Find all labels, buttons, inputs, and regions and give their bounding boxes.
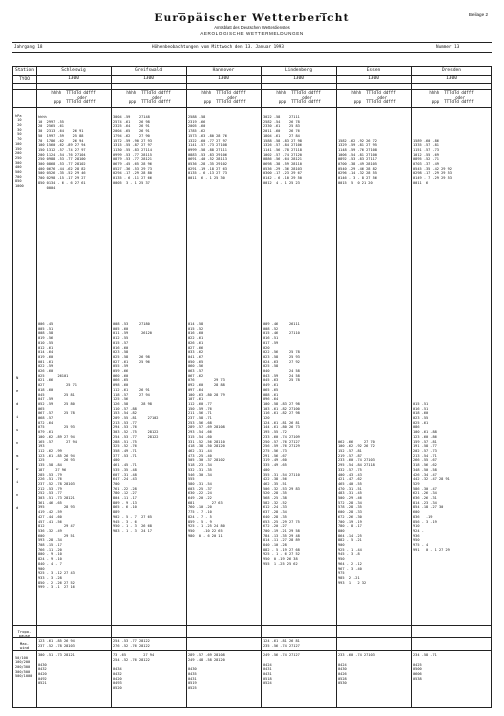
station-standard-levels: 3022 -58 27111 2582 -54 26 78 2330 -61 25 83 2011 -60 26 76 1804 -61 27 84 1588 -58 -83 27 98 1326 -57 -84 27106 1141 -56 -78 27118 1002 -57 -74 27120 0886 -56 -64 28121 0698 -38 -59 28110 0536 -29 -36 28103 0300 -17 -23 29 67 0142 - 6 -10 29 50 0012 4 - 1 25 23 [263,115,302,185]
station-standard-levels: 1582 -62 -92 26 72 1329 -59 -81 27 95 1148 -59 -76 27108 1006 -54 -81 27100 0892 -53 -83 27117 0700 -38 -49 28105 0540 -29 -46 28 82 0296 -14 -32 28 55 0146 - 3 - 8 27 56 0015 5 0 21 20 [338,138,377,185]
station-significant-levels: 009 -46 26111 008 -52 015 -46 27110 016 -51 017 -59 020 022 -56 25 78 023 -58 25 93 024 -63 27 92 025 -58 040 24 58 043 -59 24 58 045 -63 25 78 049 -61 065 -65 088 -61 096 -64 100 -58 -83 27 98 103 -61 -82 27100 116 -61 -82 27 98 120 124 -61 -81 26 81 144 -61 -80 26 73 195 -55 -72 233 -60 -74 27109 250 -57 -76 27127 256 -59 -76 27129 275 -56 -73 291 -56 -67 319 -49 -60 335 -49 -65 400 355 -31 -54 27110 422 -38 -56 462 -35 -51 506 -32 -53 29 83 520 -28 -35 568 -25 -38 582 -32 -52 612 -24 -33 637 -28 -34 640 -28 -35 653 -25 -29 27 75 672 -20 -27 700 -19 -21 29 58 784 -13 -35 29 48 814 -11 -27 28 89 840 -10 -28 882 - 5 -19 27 68 925 - 1 - 6 27 52 950 0 -19 26 38 955 1 -25 25 62 [263,322,300,566]
standard-levels: hPa 10 20 30 50 70 100 150 200 250 300 400 500 700 850 1000 [15,113,24,189]
obs-time: 1300 [293,76,304,81]
station-standard-levels: 3004 -59 27148 2574 -61 26 98 2325 -64 26 91 2004 -65 26 91 1794 -62 27 90 1572 -59 -90 27 93 1315 -55 -87 27 97 1130 -55 -83 27114 0999 -53 -77 28115 0879 -53 -77 28121 0679 -45 -65 28 96 0527 -36 -53 29 73 0294 -17 -29 28 80 0135 - 6 -11 27 66 0005 3 - 1 25 37 [113,115,152,185]
station-summary: 234 -58 -71 0425 0500 0606 0538 [413,653,437,681]
sounding-table [12,66,492,708]
station-name: Dresden [442,68,461,73]
station-significant-levels: 006 -45 005 -51 008 -58 019 -56 010 -55 012 -61 014 -64 019 -60 001 -61 022 -59 026 -60 025 26101 021 -66 027 25 71 018 -60 045 25 81 047 -59 052 -59 25 80 065 067 -57 25 78 068 -57 072 -64 075 25 93 079 -61 100 -62 -89 27 94 165 -57 27 94 193 112 -62 -99 123 -61 -85 26 94 125 26 93 135 -58 -84 187 27 96 285 -53 -79 226 -51 -76 237 -52 -78 28103 212 -53 -79 252 -53 -77 303 -51 -73 28121 361 -46 -65 395 28 93 419 -42 -59 427 -44 -60 457 -41 -56 812 29 47 536 -32 -49 600 29 51 593 -28 -34 708 -15 -17 766 -11 -20 800 - 9 -10 824 - 9 -10 840 - 4 - 7 900 925 - 3 -12 27 43 933 - 3 -28 850 - 2 -26 27 52 999 - 3 -1 27 16 [38,322,77,590]
station-label: Station [15,68,34,73]
layer-thickness-labels: 50/100 100/200 200/300 300/500 500/1000 [15,655,33,679]
publication-subtitle: Amtsblatt des Deutschen Wetterdienstes [214,25,290,30]
column-header: hhhh TTTdTd ddfff oder ppp TTTdTd ddfff [126,90,171,105]
station-name: Greifswald [134,68,163,73]
station-significant-levels: 015 -51 016 -51 018 -60 023 -55 025 -61 086 100 -61 -88 123 -60 -86 159 -57 -81 191 -58 -77 202 -57 -73 213 -54 -71 266 -55 -67 318 -56 -62 348 -50 -58 426 -34 -47 442 -32 -47 28 91 529 586 -30 -47 621 -26 -34 636 -26 -31 814 -23 -34 854 -18 -27 30 600 836 -19 856 - 3 -19 910 924 - 936 950 975 - 4 991 0 - 1 27 29 [413,401,450,552]
obs-time: 1300 [143,76,154,81]
corner-mark-right [320,13,327,17]
column-header: hhhh TTTdTd ddfff oder ppp TTTdTd ddfff [276,90,321,105]
station-name: Hannover [212,68,235,73]
obs-time: 1300 [368,76,379,81]
supplement-label: Beilage 2 [468,12,488,17]
station-name: Schleswig [61,68,86,73]
station-significant-levels: 008 -53 27180 005 -60 011 -59 26120 012 -55 015 -57 016 -60 023 -58 025 -58 26 98 027 -61 25 96 055 -59 059 -66 060 -60 066 -65 098 -60 112 -61 26 91 118 -57 27 94 125 -56 126 -58 28 98 110 -57 -88 153 -54 -82 209 -55 -81 27102 213 -53 -77 294 -53 -76 303 -52 -75 28122 254 -53 -77 28122 288 -51 -75 325 -52 -76 358 -49 -71 377 -53 -71 400 461 -45 -71 535 -35 -48 607 -31 -48 647 -24 -43 700 761 -22 -28 780 -12 -27 804 -11 -17 809 - 9 -13 865 - 6 -10 889 902 - 5 - 7 27 65 945 - 3 - 6 950 - 1 - 3 26 68 983 - 1 - 3 24 17 [113,322,159,533]
station-summary: 254 -53 -77 28122 276 -52 -76 28122 73 -65 27 94 254 -52 -76 28122 0434 0432 0420 0493 0520 [113,639,155,691]
column-header: hhhh TTTdTd ddfff oder ppp TTTdTd ddfff [429,90,474,105]
station-standard-levels: 2588 -58 2319 -66 2005 -60 1785 -62 1573 -63 -80 28 76 1322 -60 -77 27 97 1141 -57 -73 27108 0999 -58 -88 27111 0883 -53 -83 29106 0691 -40 -52 28113 0536 -28 -35 29102 0291 -19 -18 27 63 0135 - 6 -13 27 73 0011 6 - 1 25 30 [188,115,227,181]
station-standard-levels: 1589 -60 -86 1335 -57 -81 1151 -57 -73 1012 -55 -69 0895 -52 -71 0703 -37 -49 0545 -35 -42 29 92 0298 -17 -29 29 53 0149 - 7 -29 29 53 0011 6 [413,138,452,185]
column-header: hhhh TTTdTd ddfff oder ppp TTTdTd ddfff [51,90,96,105]
station-name: Lindenberg [284,68,313,73]
obs-time: 1300 [68,76,79,81]
column-header: hhhh TTTdTd ddfff oder ppp TTTdTd ddfff [201,90,246,105]
station-significant-levels: 014 -58 015 -52 016 -60 022 -61 026 -61 027 -66 033 -62 041 -67 050 -65 060 -56 063 -57 067 -62 076 29 73 092 -60 28 88 097 -64 100 -63 -80 28 79 107 -61 112 -60 -77 150 -59 -76 211 -56 -71 237 -58 -71 253 -56 -68 289 -57 -69 28108 293 -54 -66 315 -54 -60 331 -52 -56 28110 418 -38 -50 28120 462 -31 -44 473 -25 -40 505 -30 -37 28102 518 -23 -34 532 -31 -35 546 -30 -34 555 580 -31 -54 603 -25 -37 630 -22 -24 649 -20 -22 681 27 63 760 -10 -20 775 - 7 -10 824 - 7 - 5 859 - 5 - 9 925 - 1 -25 24 80 950 -10 22 65 980 0 - 6 20 11 [188,322,225,538]
issue-info-bar [12,42,492,53]
station-name: Essen [366,68,381,73]
type-label: TYOO [19,77,30,82]
issue-number: Nummer 13 [436,45,460,50]
station-summary: 124 -61 -81 26 81 235 -56 -74 27127 249 -56 -74 27127 0424 0431 0431 0518 0524 [263,639,300,686]
wind-sidebar-label: N e d i u n m w i n d [16,374,19,510]
obs-time: 1300 [446,76,457,81]
volume-label: Jahrgang 18 [14,45,43,50]
station-summary: 289 -57 -69 28108 249 -48 -58 28120 0430 0435 0431 0519 0525 [188,653,225,691]
station-summary: 233 -60 -74 27103 0424 0430 0426 0528 0530 [338,653,375,686]
station-standard-levels: hhhh 10 2997 -55 20 2565 -61 30 2313 -64 26 91 50 1997 -59 25 88 70 1786 -62 26 94 100 1560 -62 -89 27 94 150 1312 -57 -74 27 97 200 1124 -54 -76 27104 250 0988 -53 -77 28100 300 0868 -53 -77 28102 400 0676 -44 -62 28 82 500 0526 -35 -52 29 46 700 0298 -15 -17 29 27 850 0134 - 6 - 6 27 61 0004 [38,115,86,190]
maxwind-label: Max- wind [19,640,30,651]
publication-title: Europäischer Wetterbericht [154,12,350,24]
observation-date: Höhenbeobachtungen vom Mittwoch den 13. Januar 1993 [152,45,284,50]
corner-mark-left [178,13,185,17]
tropopause-label: Tropo- pause [17,628,32,639]
column-header: hhhh TTTdTd ddfff oder ppp TTTdTd ddfff [351,90,396,105]
obs-time: 1300 [218,76,229,81]
station-significant-levels: 062 -66 27 70 100 -62 -92 26 72 152 -57 -81 219 -57 -87 233 -60 -74 27103 295 -54 -84 27118 332 -57 -75 400 -43 -43 421 -47 -62 465 -40 -55 470 -31 -51 483 -31 -45 500 -29 -46 572 -28 -34 578 -28 -35 600 -28 -33 672 -26 -30 700 -19 -19 780 - 8 -17 800 864 -14 -25 882 - 5 -21 900 925 - 1 -44 945 - 3 -8 950 964 - 2 -12 967 - 3 -40 975 985 2 -21 993 1 2 32 [338,439,375,585]
station-summary: 123 -61 -85 26 94 237 -52 -78 28103 300 -51 -73 28121 0430 0432 0420 0492 0521 [38,639,75,686]
section-title: AEROLOGISCHE WETTERMELDUNGEN [200,31,304,36]
